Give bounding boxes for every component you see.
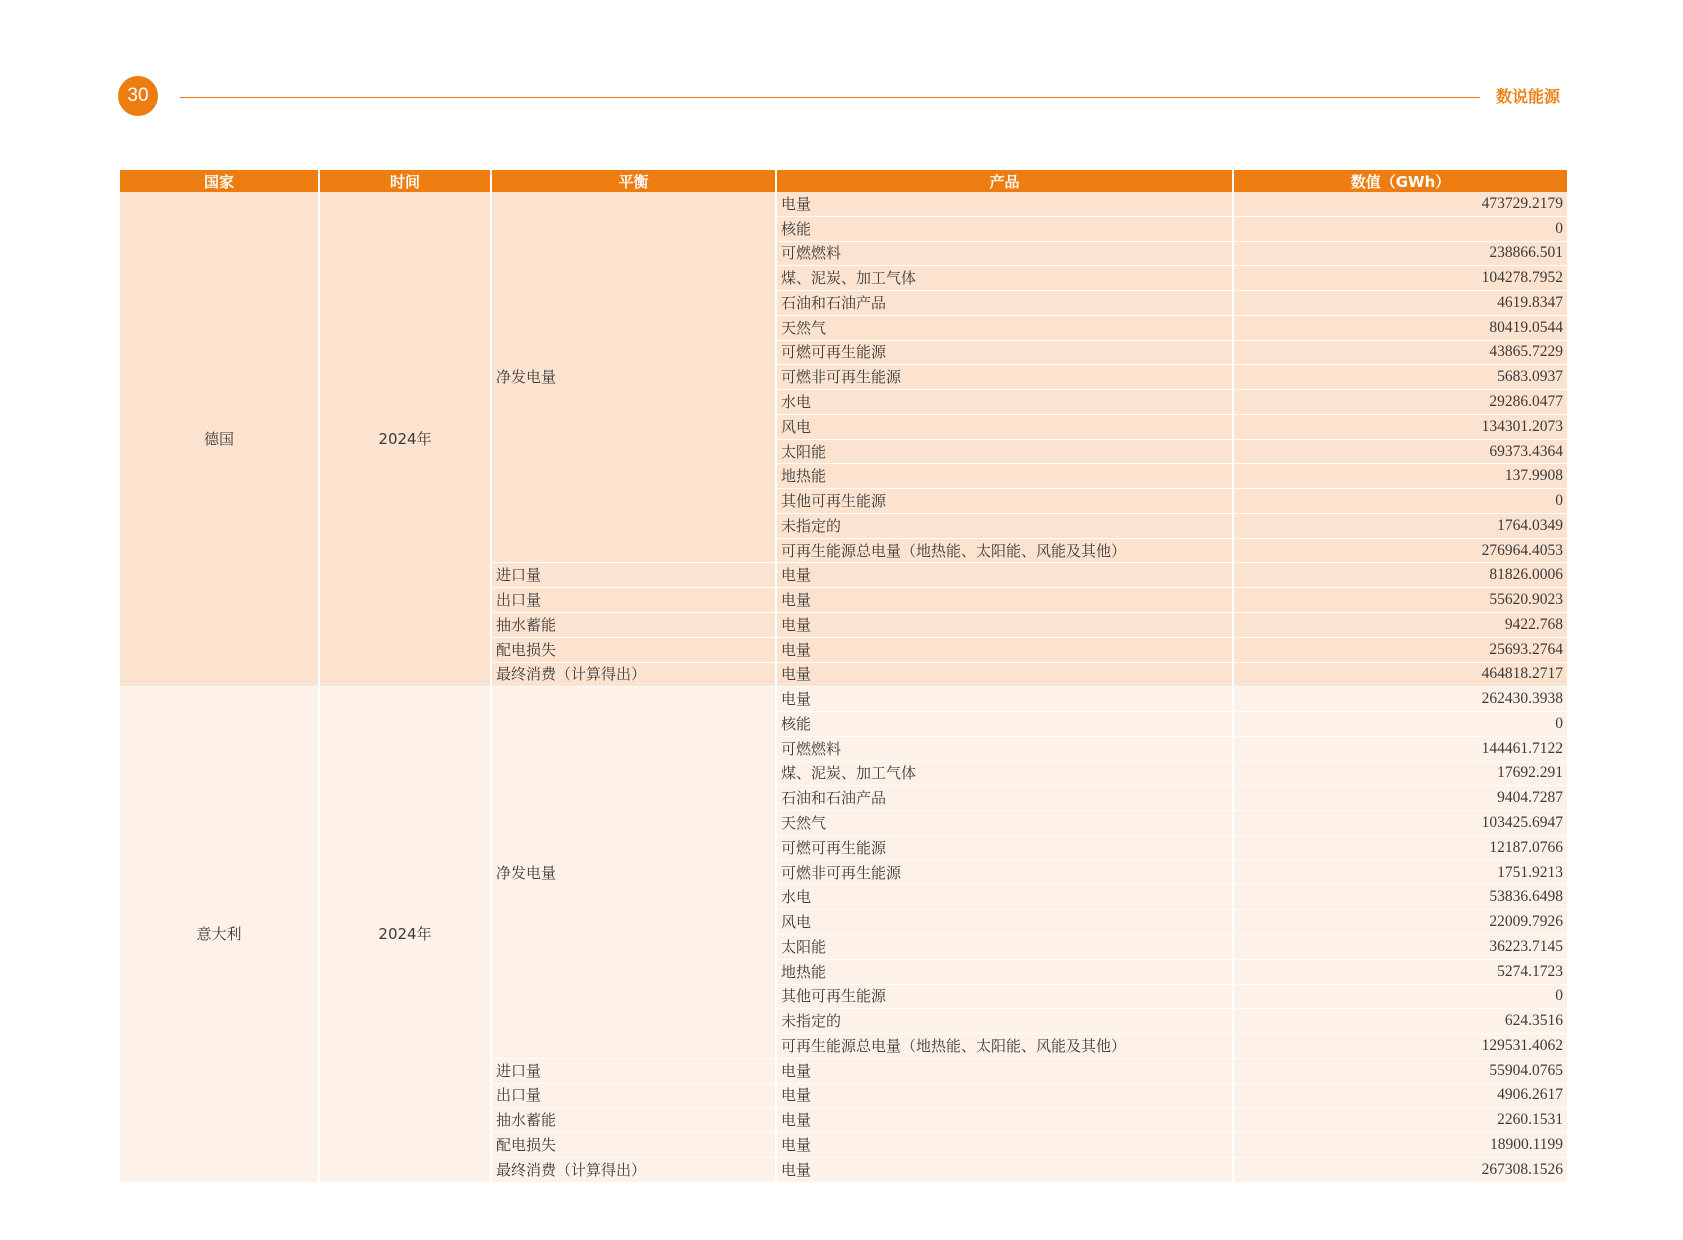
product-cell: 电量 [776,1133,1233,1158]
product-cell: 其他可再生能源 [776,489,1233,514]
product-cell: 风电 [776,910,1233,935]
product-cell: 电量 [776,613,1233,638]
value-cell: 69373.4364 [1233,439,1568,464]
value-cell: 5683.0937 [1233,365,1568,390]
value-cell: 36223.7145 [1233,934,1568,959]
product-cell: 核能 [776,216,1233,241]
product-cell: 石油和石油产品 [776,786,1233,811]
product-cell: 可燃非可再生能源 [776,365,1233,390]
value-cell: 0 [1233,712,1568,737]
product-cell: 电量 [776,637,1233,662]
table-row [120,687,1568,712]
product-cell: 可再生能源总电量（地热能、太阳能、风能及其他） [776,538,1233,563]
value-cell: 238866.501 [1233,241,1568,266]
value-cell: 473729.2179 [1233,192,1568,216]
product-cell: 地热能 [776,959,1233,984]
product-cell: 电量 [776,1108,1233,1133]
value-cell: 55620.9023 [1233,588,1568,613]
product-cell: 天然气 [776,315,1233,340]
product-cell: 电量 [776,1058,1233,1083]
value-cell: 5274.1723 [1233,959,1568,984]
product-cell: 电量 [776,662,1233,687]
table-body [120,192,1568,1182]
value-cell: 29286.0477 [1233,390,1568,415]
value-cell: 55904.0765 [1233,1058,1568,1083]
value-cell: 9422.768 [1233,613,1568,638]
product-cell: 电量 [776,563,1233,588]
product-cell: 煤、泥炭、加工气体 [776,266,1233,291]
value-cell: 2260.1531 [1233,1108,1568,1133]
product-cell: 未指定的 [776,513,1233,538]
value-cell: 81826.0006 [1233,563,1568,588]
balance-cell: 进口量 [491,1058,776,1083]
table-header-row [120,170,1568,192]
year-cell: 2024年 [319,192,491,687]
product-cell: 太阳能 [776,439,1233,464]
column-header-product: 产品 [776,170,1233,192]
value-cell: 267308.1526 [1233,1157,1568,1182]
section-title: 数说能源 [1496,87,1561,106]
value-cell: 43865.7229 [1233,340,1568,365]
product-cell: 可燃可再生能源 [776,340,1233,365]
value-cell: 1764.0349 [1233,513,1568,538]
table-row [120,192,1568,216]
column-header-country: 国家 [120,170,319,192]
value-cell: 1751.9213 [1233,860,1568,885]
value-cell: 17692.291 [1233,761,1568,786]
product-cell: 太阳能 [776,934,1233,959]
product-cell: 地热能 [776,464,1233,489]
product-cell: 未指定的 [776,1009,1233,1034]
balance-cell: 进口量 [491,563,776,588]
product-cell: 电量 [776,192,1233,216]
value-cell: 25693.2764 [1233,637,1568,662]
balance-cell: 净发电量 [491,192,776,563]
value-cell: 103425.6947 [1233,811,1568,836]
product-cell: 水电 [776,390,1233,415]
page-number-badge: 30 [118,76,158,116]
value-cell: 18900.1199 [1233,1133,1568,1158]
value-cell: 0 [1233,216,1568,241]
product-cell: 核能 [776,712,1233,737]
product-cell: 电量 [776,1083,1233,1108]
product-cell: 电量 [776,1157,1233,1182]
product-cell: 可燃非可再生能源 [776,860,1233,885]
country-cell: 德国 [120,192,319,687]
value-cell: 22009.7926 [1233,910,1568,935]
product-cell: 可燃燃料 [776,241,1233,266]
balance-cell: 出口量 [491,1083,776,1108]
product-cell: 水电 [776,885,1233,910]
value-cell: 129531.4062 [1233,1034,1568,1059]
value-cell: 53836.6498 [1233,885,1568,910]
header-divider [180,97,1480,98]
balance-cell: 净发电量 [491,687,776,1058]
balance-cell: 抽水蓄能 [491,1108,776,1133]
product-cell: 可燃燃料 [776,736,1233,761]
balance-cell: 最终消费（计算得出） [491,1157,776,1182]
value-cell: 276964.4053 [1233,538,1568,563]
balance-cell: 出口量 [491,588,776,613]
value-cell: 0 [1233,489,1568,514]
product-cell: 风电 [776,414,1233,439]
balance-cell: 抽水蓄能 [491,613,776,638]
product-cell: 石油和石油产品 [776,291,1233,316]
year-cell: 2024年 [319,687,491,1182]
page-header [0,0,1683,140]
value-cell: 0 [1233,984,1568,1009]
value-cell: 624.3516 [1233,1009,1568,1034]
product-cell: 电量 [776,687,1233,712]
energy-data-table [120,170,1569,1183]
product-cell: 天然气 [776,811,1233,836]
value-cell: 262430.3938 [1233,687,1568,712]
product-cell: 煤、泥炭、加工气体 [776,761,1233,786]
value-cell: 4906.2617 [1233,1083,1568,1108]
product-cell: 可再生能源总电量（地热能、太阳能、风能及其他） [776,1034,1233,1059]
column-header-balance: 平衡 [491,170,776,192]
value-cell: 144461.7122 [1233,736,1568,761]
country-cell: 意大利 [120,687,319,1182]
product-cell: 其他可再生能源 [776,984,1233,1009]
value-cell: 104278.7952 [1233,266,1568,291]
value-cell: 9404.7287 [1233,786,1568,811]
product-cell: 电量 [776,588,1233,613]
product-cell: 可燃可再生能源 [776,835,1233,860]
value-cell: 137.9908 [1233,464,1568,489]
value-cell: 4619.8347 [1233,291,1568,316]
value-cell: 464818.2717 [1233,662,1568,687]
balance-cell: 最终消费（计算得出） [491,662,776,687]
column-header-time: 时间 [319,170,491,192]
balance-cell: 配电损失 [491,637,776,662]
value-cell: 80419.0544 [1233,315,1568,340]
balance-cell: 配电损失 [491,1133,776,1158]
value-cell: 134301.2073 [1233,414,1568,439]
column-header-value: 数值（GWh） [1233,170,1568,192]
value-cell: 12187.0766 [1233,835,1568,860]
